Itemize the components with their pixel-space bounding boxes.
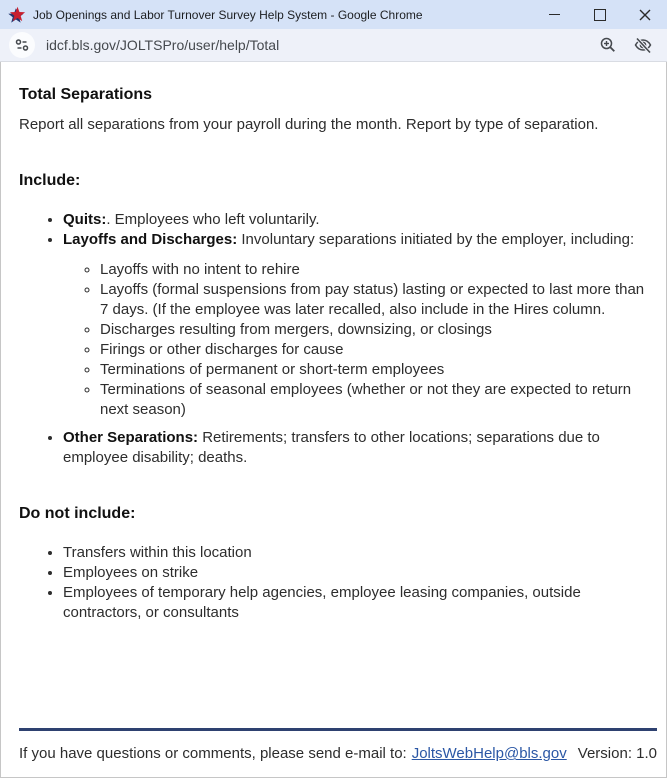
intro-paragraph: Report all separations from your payroll during the month. Report by type of separation. (19, 116, 599, 133)
list-item (63, 210, 652, 230)
address-bar (0, 29, 667, 62)
version-label: Version: 1.0 (577, 745, 657, 762)
zoom-button[interactable] (599, 36, 617, 54)
do-not-include-heading: Do not include: (19, 505, 136, 522)
layoffs-sublist (63, 260, 652, 420)
list-item: ◦ Terminations of seasonal employees (whether or not they are expected to return next season) (100, 380, 652, 420)
zoom-in-icon (599, 36, 617, 54)
footer-line (19, 744, 657, 764)
close-icon (639, 9, 651, 21)
maximize-button[interactable] (577, 0, 622, 29)
bls-star-favicon-icon (8, 6, 26, 24)
site-controls-button[interactable] (9, 32, 35, 58)
item-text: Involuntary separations initiated by the employer, including: (237, 231, 635, 248)
page-footer (19, 728, 657, 764)
include-list (19, 210, 652, 468)
item-text: . Employees who left voluntarily. (106, 211, 320, 228)
footer-text: If you have questions or comments, please send e-mail to: (19, 745, 407, 762)
window-controls (532, 0, 667, 29)
preview-hidden-button[interactable] (633, 36, 653, 54)
list-item: ◦ Terminations of permanent or short-term employees (100, 360, 652, 380)
list-item: ◦ Layoffs with no intent to rehire (100, 260, 652, 280)
list-item (63, 428, 652, 468)
page-title: Total Separations (19, 86, 153, 103)
list-item: ◦ Discharges resulting from mergers, downsizing, or closings (100, 320, 652, 340)
window-title: Job Openings and Labor Turnover Survey Help System - Google Chrome (33, 7, 423, 22)
eye-off-icon (633, 36, 653, 54)
list-item: • Employees of temporary help agencies, employee leasing companies, outside contractors, or consultants (63, 583, 652, 623)
item-text: Retirements; transfers to other locations; separations due to employee disability; deaths. (63, 429, 600, 466)
list-item: • Employees on strike (63, 563, 652, 583)
list-item: ◦ Firings or other discharges for cause (100, 340, 652, 360)
minimize-button[interactable] (532, 0, 577, 29)
minimize-icon (549, 14, 560, 15)
url-display: idcf.bls.gov/JOLTSPro/user/help/Total (46, 37, 280, 53)
include-heading: Include: (19, 172, 81, 189)
close-button[interactable] (622, 0, 667, 29)
email-link[interactable]: JoltsWebHelp@bls.gov (411, 745, 567, 762)
list-item (63, 230, 652, 420)
footer-divider (19, 728, 657, 731)
item-label: Layoffs and Discharges: (63, 231, 238, 248)
maximize-icon (594, 9, 606, 21)
item-label: Quits: (63, 211, 107, 228)
list-item: • Transfers within this location (63, 543, 652, 563)
list-item: ◦ Layoffs (formal suspensions from pay status) lasting or expected to last more than 7 days. (If the employee was later recalled, also include in the Hires column. (100, 280, 652, 320)
do-not-include-list (19, 543, 652, 623)
toolbar-right-icons (599, 36, 653, 54)
titlebar (0, 0, 667, 29)
item-label: Other Separations: (63, 429, 199, 446)
tune-icon (14, 37, 30, 53)
help-page-content (0, 62, 667, 778)
